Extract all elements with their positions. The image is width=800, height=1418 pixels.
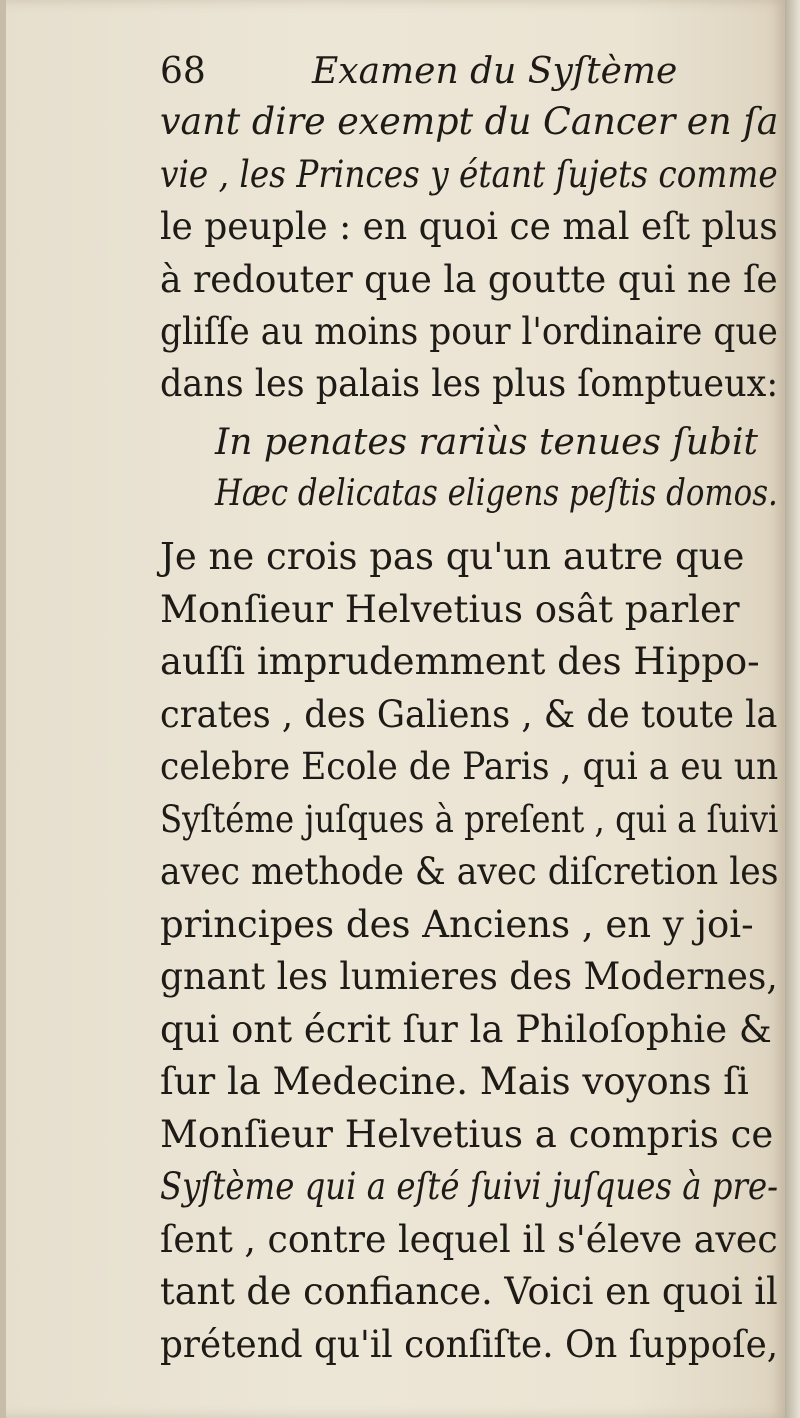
text-line: qui ont écrit ſur la Philoſophie & bbox=[160, 1008, 772, 1051]
text-line: crates , des Galiens , & de toute la bbox=[160, 693, 778, 736]
text-line: Syſtème qui a eſté ſuivi juſques à pre- bbox=[160, 1165, 779, 1208]
text-line: le peuple : en quoi ce mal eſt plus bbox=[160, 205, 778, 248]
text-line: dans les palais les plus ſomptueux: bbox=[160, 362, 779, 405]
text-line: auſſi imprudemment des Hippo- bbox=[160, 640, 760, 683]
page-gutter bbox=[0, 0, 6, 1418]
text-line: vie , les Princes y étant ſujets comme bbox=[160, 153, 778, 196]
text-line: gliſſe au moins pour l'ordinaire que bbox=[160, 310, 778, 353]
verse-line: In penates rariùs tenues ſubit bbox=[215, 422, 758, 463]
text-line: vant dire exempt du Cancer en ſa bbox=[160, 100, 779, 143]
page-number: 68 bbox=[160, 51, 206, 92]
text-line: principes des Anciens , en y joi- bbox=[160, 903, 754, 946]
text-line: à redouter que la goutte qui ne ſe bbox=[160, 258, 778, 301]
page-edge bbox=[785, 0, 800, 1418]
verse-line: Hæc delicatas eligens peſtis domos. bbox=[215, 473, 778, 514]
text-line: ſent , contre lequel il s'éleve avec bbox=[160, 1218, 778, 1261]
running-head: Examen du Syſtème bbox=[312, 51, 678, 92]
text-line: tant de confiance. Voici en quoi il bbox=[160, 1270, 778, 1313]
text-line: celebre Ecole de Paris , qui a eu un bbox=[160, 745, 779, 788]
text-line: prétend qu'il conſiſte. On ſuppoſe, bbox=[160, 1323, 779, 1366]
text-line: Je ne crois pas qu'un autre que bbox=[160, 535, 745, 578]
text-line: Monſieur Helvetius osât parler bbox=[160, 588, 740, 631]
text-line: gnant les lumieres des Modernes, bbox=[160, 955, 778, 998]
text-line: avec methode & avec diſcretion les bbox=[160, 850, 779, 893]
text-line: Monſieur Helvetius a compris ce bbox=[160, 1113, 774, 1156]
text-line: ſur la Medecine. Mais voyons ſi bbox=[160, 1060, 749, 1103]
text-line: Syſtéme juſques à preſent , qui a ſuivi bbox=[160, 798, 779, 841]
